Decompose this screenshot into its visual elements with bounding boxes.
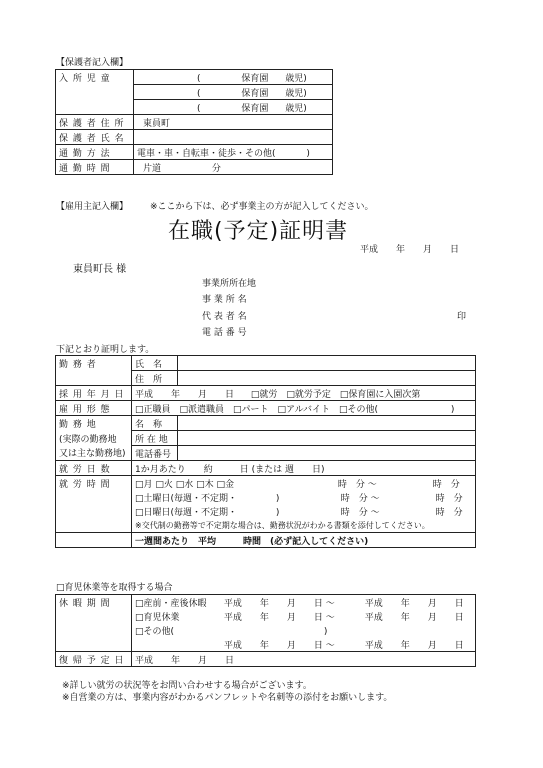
addressee: 東員町長 様: [73, 264, 127, 275]
workplace-label-sub1: (実際の勤務地: [56, 431, 132, 446]
guardian-address-label: 保 護 者 住 所: [56, 115, 134, 130]
workplace-location-label: 所 在 地: [132, 431, 178, 446]
worker-address-label: 住 所: [132, 371, 178, 386]
guardian-table: [55, 69, 333, 175]
return-date-label: 復 帰 予 定 日: [56, 652, 132, 667]
footnote-1: ※詳しい就労の状況等をお問い合わせする場合がございます。: [62, 681, 312, 691]
employer-note: ※ここから下は、必ず事業主の方が記入してください。: [150, 202, 374, 212]
commute-time-label: 通 勤 時 間: [56, 160, 134, 175]
worker-label: 勤 務 者: [56, 356, 132, 371]
document-title: 在職(予定)証明書: [168, 219, 349, 244]
worker-name-field[interactable]: [178, 356, 476, 371]
other-leave-row[interactable]: □その他( ): [132, 623, 476, 637]
commute-time-field[interactable]: 片道 分: [134, 160, 333, 175]
representative-label: 代 表 者 名: [202, 312, 247, 322]
work-hours-label: 就 労 時 間: [56, 476, 132, 491]
leave-section-header: □育児休業等を取得する場合: [56, 583, 173, 593]
employment-type-label: 雇 用 形 態: [56, 401, 132, 416]
workplace-phone-field[interactable]: [178, 446, 476, 461]
child-label: 入 所 児 童: [56, 70, 134, 85]
weekly-hours-field[interactable]: 一週間あたり 平均 時間 (必ず記入してください): [132, 533, 476, 548]
commute-method-field[interactable]: 電車・車・自転車・徒歩・その他( ): [134, 145, 333, 160]
workplace-location-field[interactable]: [178, 431, 476, 446]
workplace-name-field[interactable]: [178, 416, 476, 431]
other-leave-dates-row[interactable]: 平成 年 月 日 〜 平成 年 月 日: [132, 637, 476, 652]
guardian-name-label: 保 護 者 氏 名: [56, 130, 134, 145]
guardian-section-header: 【保護者記入欄】: [56, 58, 129, 68]
work-days-label: 就 労 日 数: [56, 461, 132, 476]
saturday-hours-row[interactable]: □土曜日(毎週・不定期・ ) 時 分 〜 時 分: [132, 490, 476, 504]
child-row-3[interactable]: ( 保育園 歳児): [134, 100, 333, 115]
certify-text: 下記とおり証明します。: [56, 345, 155, 355]
workplace-label-sub2: 又は主な勤務地): [56, 446, 132, 461]
work-days-field[interactable]: 1か月あたり 約 日 (または 週 日): [132, 461, 476, 476]
child-row-1[interactable]: ( 保育園 歳児): [134, 70, 333, 85]
hire-date-label: 採 用 年 月 日: [56, 386, 132, 401]
maternity-leave-row[interactable]: □産前・産後休暇 平成 年 月 日 〜 平成 年 月 日: [132, 595, 476, 610]
commute-method-label: 通 勤 方 法: [56, 145, 134, 160]
employer-section-header: 【雇用主記入欄】: [56, 202, 129, 212]
shift-work-note: ※交代制の勤務等で不定期な場合は、勤務状況がわかる書類を添付してください。: [132, 518, 476, 533]
hire-date-field[interactable]: 平成 年 月 日 □就労 □就労予定 □保育園に入園次第: [132, 386, 476, 401]
sunday-hours-row[interactable]: □日曜日(毎週・不定期・ ) 時 分 〜 時 分: [132, 504, 476, 518]
weekday-hours-row[interactable]: □月 □火 □水 □木 □金 時 分 〜 時 分: [132, 476, 476, 491]
issue-date: 平成 年 月 日: [360, 245, 460, 255]
leave-period-label: 休 暇 期 間: [56, 595, 132, 610]
employment-table: [55, 355, 476, 548]
guardian-address-field[interactable]: 東員町: [134, 115, 333, 130]
worker-name-label: 氏 名: [132, 356, 178, 371]
seal-mark: 印: [457, 312, 467, 322]
office-address-label: 事業所所在地: [202, 279, 257, 289]
child-row-2[interactable]: ( 保育園 歳児): [134, 85, 333, 100]
workplace-name-label: 名 称: [132, 416, 178, 431]
employment-type-field[interactable]: □正職員 □派遣職員 □パート □アルバイト □その他( ): [132, 401, 476, 416]
return-date-field[interactable]: 平成 年 月 日: [132, 652, 476, 667]
workplace-phone-label: 電話番号: [132, 446, 178, 461]
childcare-leave-row[interactable]: □育児休業 平成 年 月 日 〜 平成 年 月 日: [132, 609, 476, 623]
workplace-label: 勤 務 地: [56, 416, 132, 431]
footnote-2: ※自営業の方は、事業内容がわかるパンフレットや名刺等の添付をお願いします。: [62, 693, 393, 703]
leave-table: [55, 594, 476, 667]
phone-label: 電 話 番 号: [202, 328, 247, 338]
guardian-name-field[interactable]: [134, 130, 333, 145]
office-name-label: 事 業 所 名: [202, 295, 247, 305]
worker-address-field[interactable]: [178, 371, 476, 386]
